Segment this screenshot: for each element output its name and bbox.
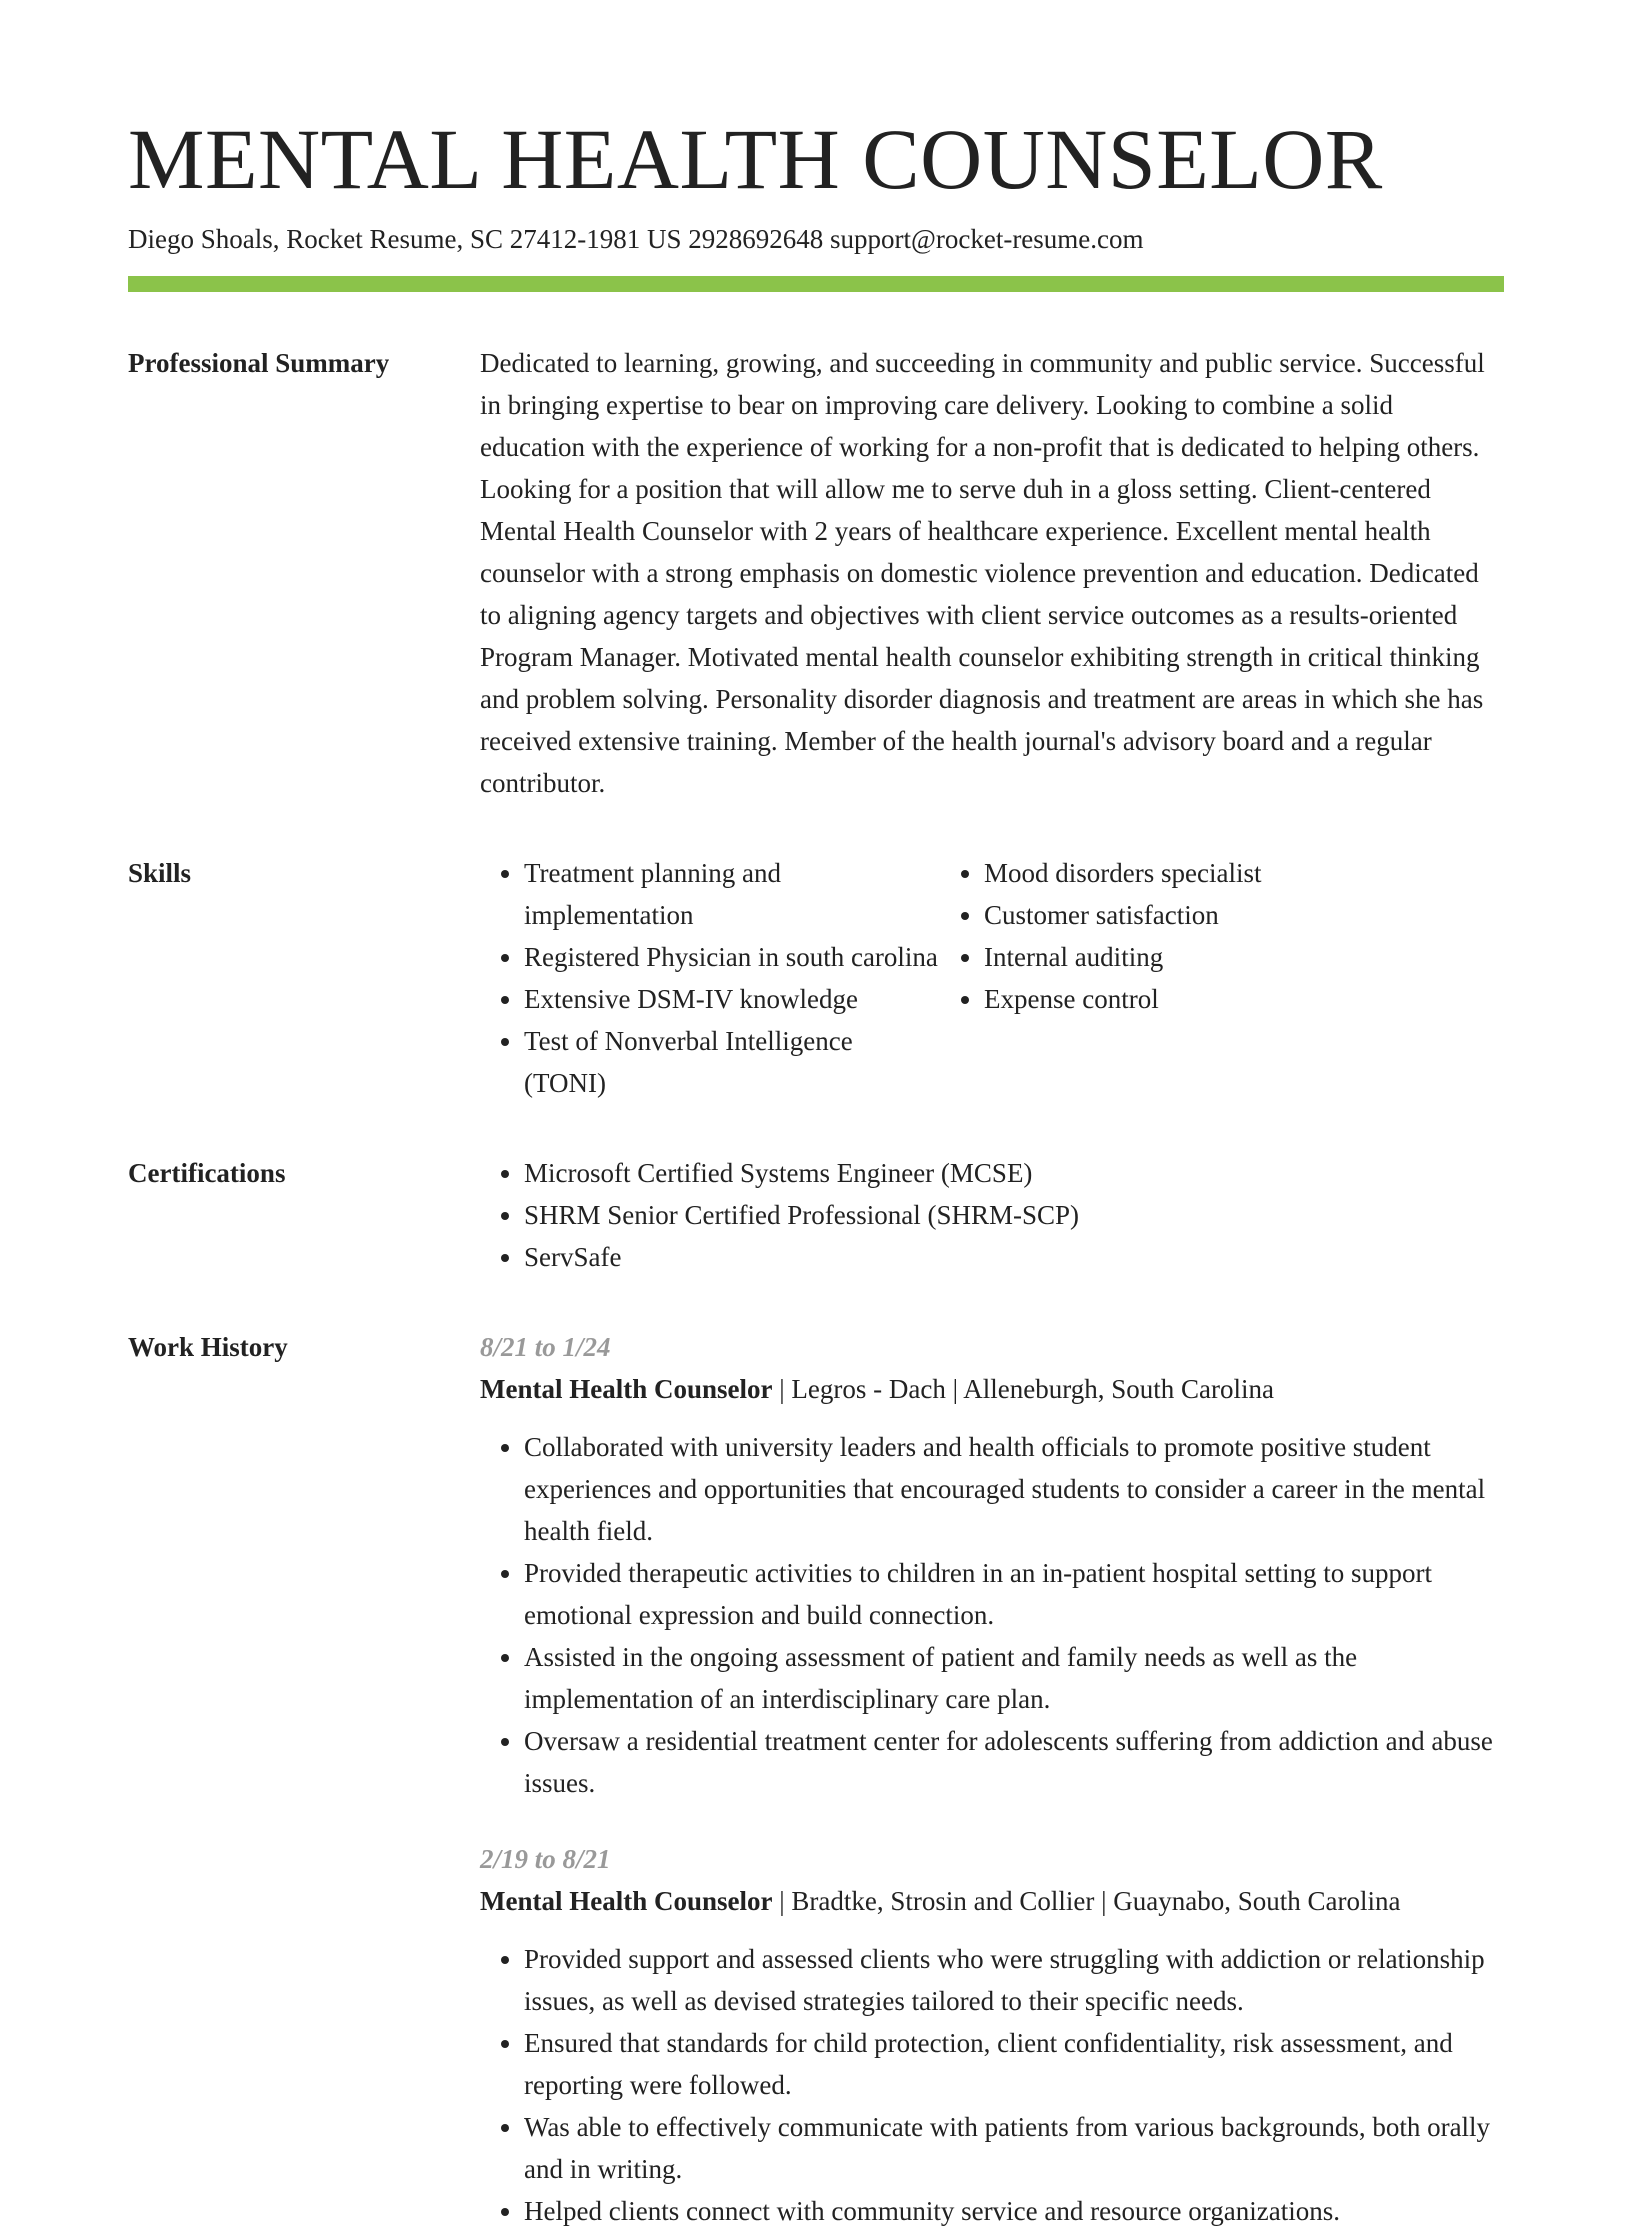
contact-location: SC 27412-1981 US	[469, 223, 682, 254]
job-employer-location: | Legros - Dach | Alleneburgh, South Carolina	[772, 1374, 1274, 1405]
certification-item: • ServSafe	[524, 1236, 1504, 1278]
contact-phone: 2928692648	[688, 223, 824, 254]
job-dates: 8/21 to 1/24	[480, 1332, 611, 1363]
skill-item: • Registered Physician in south carolina	[524, 936, 940, 978]
job-bullet: • Ensured that standards for child protection, client confidentiality, risk assessment, and reporting were followed.	[524, 2022, 1504, 2106]
skills-heading: Skills	[128, 858, 192, 889]
skill-item: • Expense control	[984, 978, 1261, 1020]
job-title: Mental Health Counselor	[480, 1374, 773, 1405]
job-bullets	[480, 1426, 1504, 1804]
page-title: MENTAL HEALTH COUNSELOR	[128, 111, 1383, 207]
skill-item: • Internal auditing	[984, 936, 1261, 978]
contact-name: Diego Shoals,	[128, 223, 280, 254]
job-title: Mental Health Counselor	[480, 1886, 773, 1917]
certification-item: • SHRM Senior Certified Professional (SHRM-SCP)	[524, 1194, 1504, 1236]
contact-email: support@rocket-resume.com	[830, 223, 1144, 254]
summary-heading: Professional Summary	[128, 348, 390, 379]
skill-item: • Mood disorders specialist	[984, 852, 1261, 894]
job-bullet: • Oversaw a residential treatment center for adolescents suffering from addiction and abuse issues.	[524, 1720, 1504, 1804]
certifications-heading: Certifications	[128, 1158, 286, 1189]
job-bullet: • Helped clients connect with community service and resource organizations.	[524, 2190, 1504, 2232]
job-bullet: • Provided therapeutic activities to children in an in-patient hospital setting to support emotional expression and build connection.	[524, 1552, 1504, 1636]
job-employer-location: | Bradtke, Strosin and Collier | Guaynabo, South Carolina	[772, 1886, 1401, 1917]
skills-section	[128, 852, 1504, 1104]
job-dates: 2/19 to 8/21	[480, 1844, 611, 1875]
accent-divider	[128, 276, 1504, 292]
skills-list-left	[480, 852, 940, 1104]
certification-item: • Microsoft Certified Systems Engineer (MCSE)	[524, 1152, 1504, 1194]
work-history-section	[128, 1326, 1504, 2232]
skill-item: • Customer satisfaction	[984, 894, 1261, 936]
certifications-section	[128, 1152, 1504, 1278]
skill-item: • Test of Nonverbal Intelligence (TONI)	[524, 1020, 940, 1104]
job-entry	[480, 1838, 1504, 2232]
certifications-list	[480, 1152, 1504, 1278]
summary-text: Dedicated to learning, growing, and succeeding in community and public service. Successful in bringing expertise to bear on improving care delivery. Looking to combine a solid education with the experience of working for a non-profit that is dedicated to helping others. Looking for a position that will allow me to serve duh in a gloss setting. Client-centered Mental Health Counselor with 2 years of healthcare experience. Excellent mental health counselor with a strong emphasis on domestic violence prevention and education. Dedicated to aligning agency targets and objectives with client service outcomes as a results-oriented Program Manager. Motivated mental health counselor exhibiting strength in critical thinking and problem solving. Personality disorder diagnosis and treatment are areas in which she has received extensive training. Member of the health journal's advisory board and a regular contributor.	[480, 348, 1485, 799]
job-entry	[480, 1326, 1504, 1804]
job-bullet: • Provided support and assessed clients who were struggling with addiction or relationship issues, as well as devised strategies tailored to their specific needs.	[524, 1938, 1504, 2022]
job-bullet: • Was able to effectively communicate with patients from various backgrounds, both orally and in writing.	[524, 2106, 1504, 2190]
job-heading	[480, 1368, 1504, 1410]
job-bullets	[480, 1938, 1504, 2232]
summary-section	[128, 342, 1504, 804]
work-history-heading: Work History	[128, 1332, 288, 1363]
skill-item: • Extensive DSM-IV knowledge	[524, 978, 940, 1020]
contact-company: Rocket Resume,	[286, 223, 464, 254]
contact-line	[128, 221, 1504, 259]
job-bullet: • Assisted in the ongoing assessment of patient and family needs as well as the implementation of an interdisciplinary care plan.	[524, 1636, 1504, 1720]
job-heading	[480, 1880, 1504, 1922]
skill-item: • Treatment planning and implementation	[524, 852, 940, 936]
skills-grid	[480, 852, 1504, 1104]
job-bullet: • Collaborated with university leaders and health officials to promote positive student experiences and opportunities that encouraged students to consider a career in the mental health field.	[524, 1426, 1504, 1552]
skills-list-right	[940, 852, 1261, 1104]
